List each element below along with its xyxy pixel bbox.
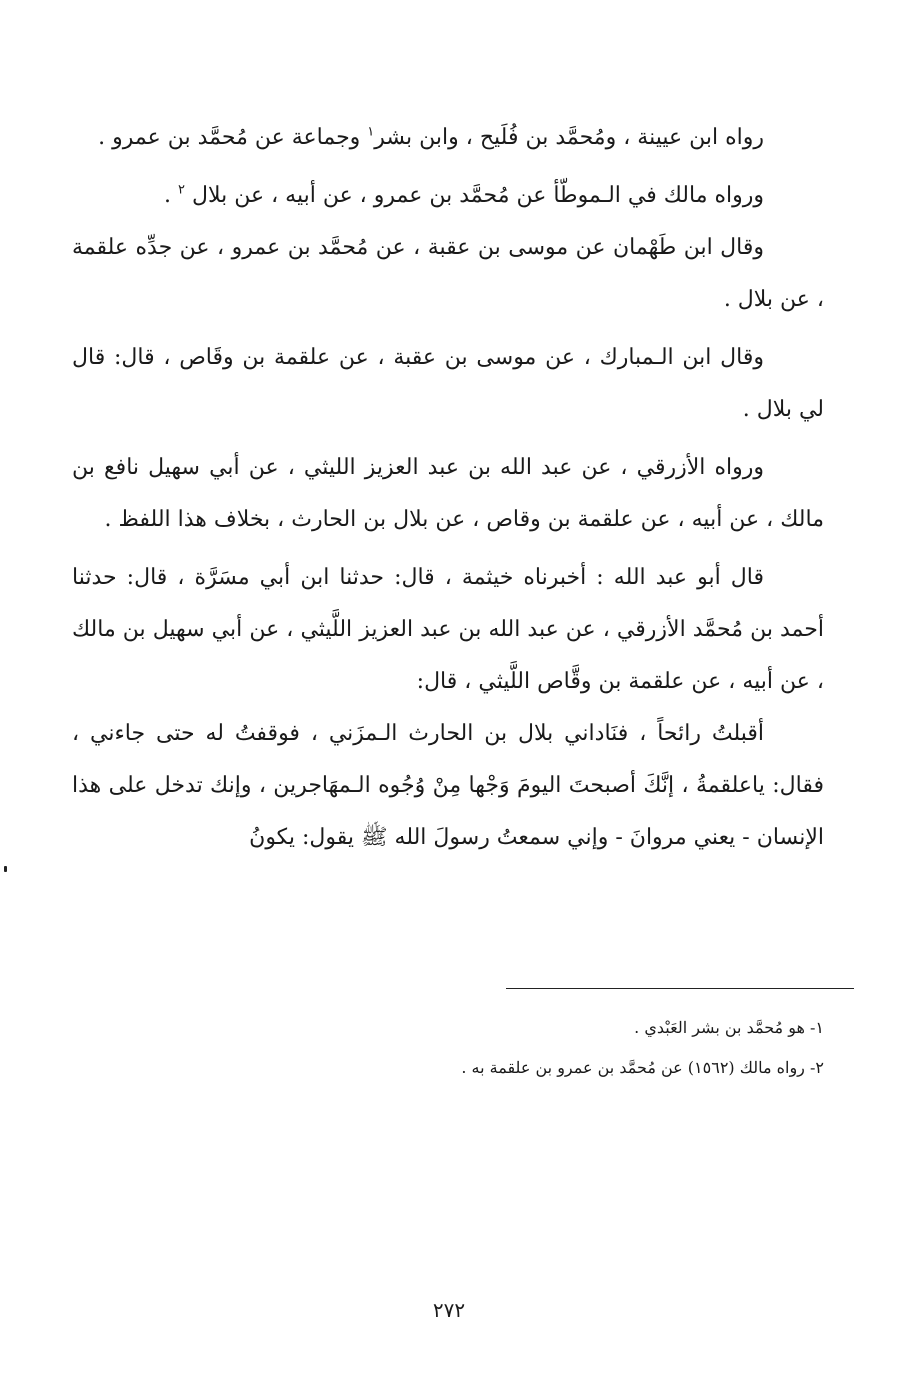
paragraph-5: ورواه الأزرقي ، عن عبد الله بن عبد العزيز الليثي ، عن أبي سهيل نافع بن مالك ، عن أبيه ، عن علقمة بن وقاص ، عن بلال بن الحارث ، بخلاف هذا اللفظ .	[72, 455, 824, 532]
paragraph-7: أقبلتُ رائحاً ، فنَاداني بلال بن الحارث الـمزَني ، فوقفتُ له حتى جاءني ، فقال: ياعلقمةُ ، إنَّكَ أصبحتَ اليومَ وَجْها مِنْ وُجُوه الـمهَاجرين ، وإنك تدخل على هذا الإنسان - يعني مروانَ - وإني سمعتُ رسولَ الله ﷺ يقول: يكونُ	[72, 721, 824, 850]
paragraph-1: رواه ابن عيينة ، ومُحمَّد بن فُلَيح ، وابن بشر$^١$ وجماعة عن مُحمَّد بن عمرو .	[98, 124, 764, 150]
footnotes	[300, 1008, 824, 1088]
footnote-2: ٢- رواه مالك (١٥٦٢) عن مُحمَّد بن عمرو بن علقمة به .	[461, 1058, 824, 1077]
footnote-reference-2[interactable]: ٢	[177, 182, 185, 198]
page-number: ٢٧٢	[432, 1298, 466, 1322]
paragraph-6: قال أبو عبد الله : أخبرناه خيثمة ، قال: حدثنا ابن أبي مسَرَّة ، قال: حدثنا أحمد بن مُحمَّد الأزرقي ، عن عبد الله بن عبد العزيز اللَّيثي ، عن أبي سهيل بن مالك ، عن أبيه ، عن علقمة بن وقَّاص اللَّيثي ، قال:	[72, 565, 824, 694]
footnote-1: ١- هو مُحمَّد بن بشر العَبْدي .	[634, 1018, 824, 1037]
paragraph-4: وقال ابن الـمبارك ، عن موسى بن عقبة ، عن علقمة بن وقَاص ، قال: قال لي بلال .	[72, 345, 824, 422]
margin-mark	[4, 866, 7, 872]
paragraph-3: وقال ابن طَهْمان عن موسى بن عقبة ، عن مُحمَّد بن عمرو ، عن جدِّه علقمة ، عن بلال .	[72, 235, 824, 312]
footnote-divider	[506, 988, 854, 989]
main-text	[72, 112, 824, 864]
paragraph-2: ورواه مالك في الـموطّأ عن مُحمَّد بن عمرو ، عن أبيه ، عن بلال $^٢$ .	[163, 182, 764, 208]
footnote-reference-1[interactable]: ١	[367, 124, 375, 140]
